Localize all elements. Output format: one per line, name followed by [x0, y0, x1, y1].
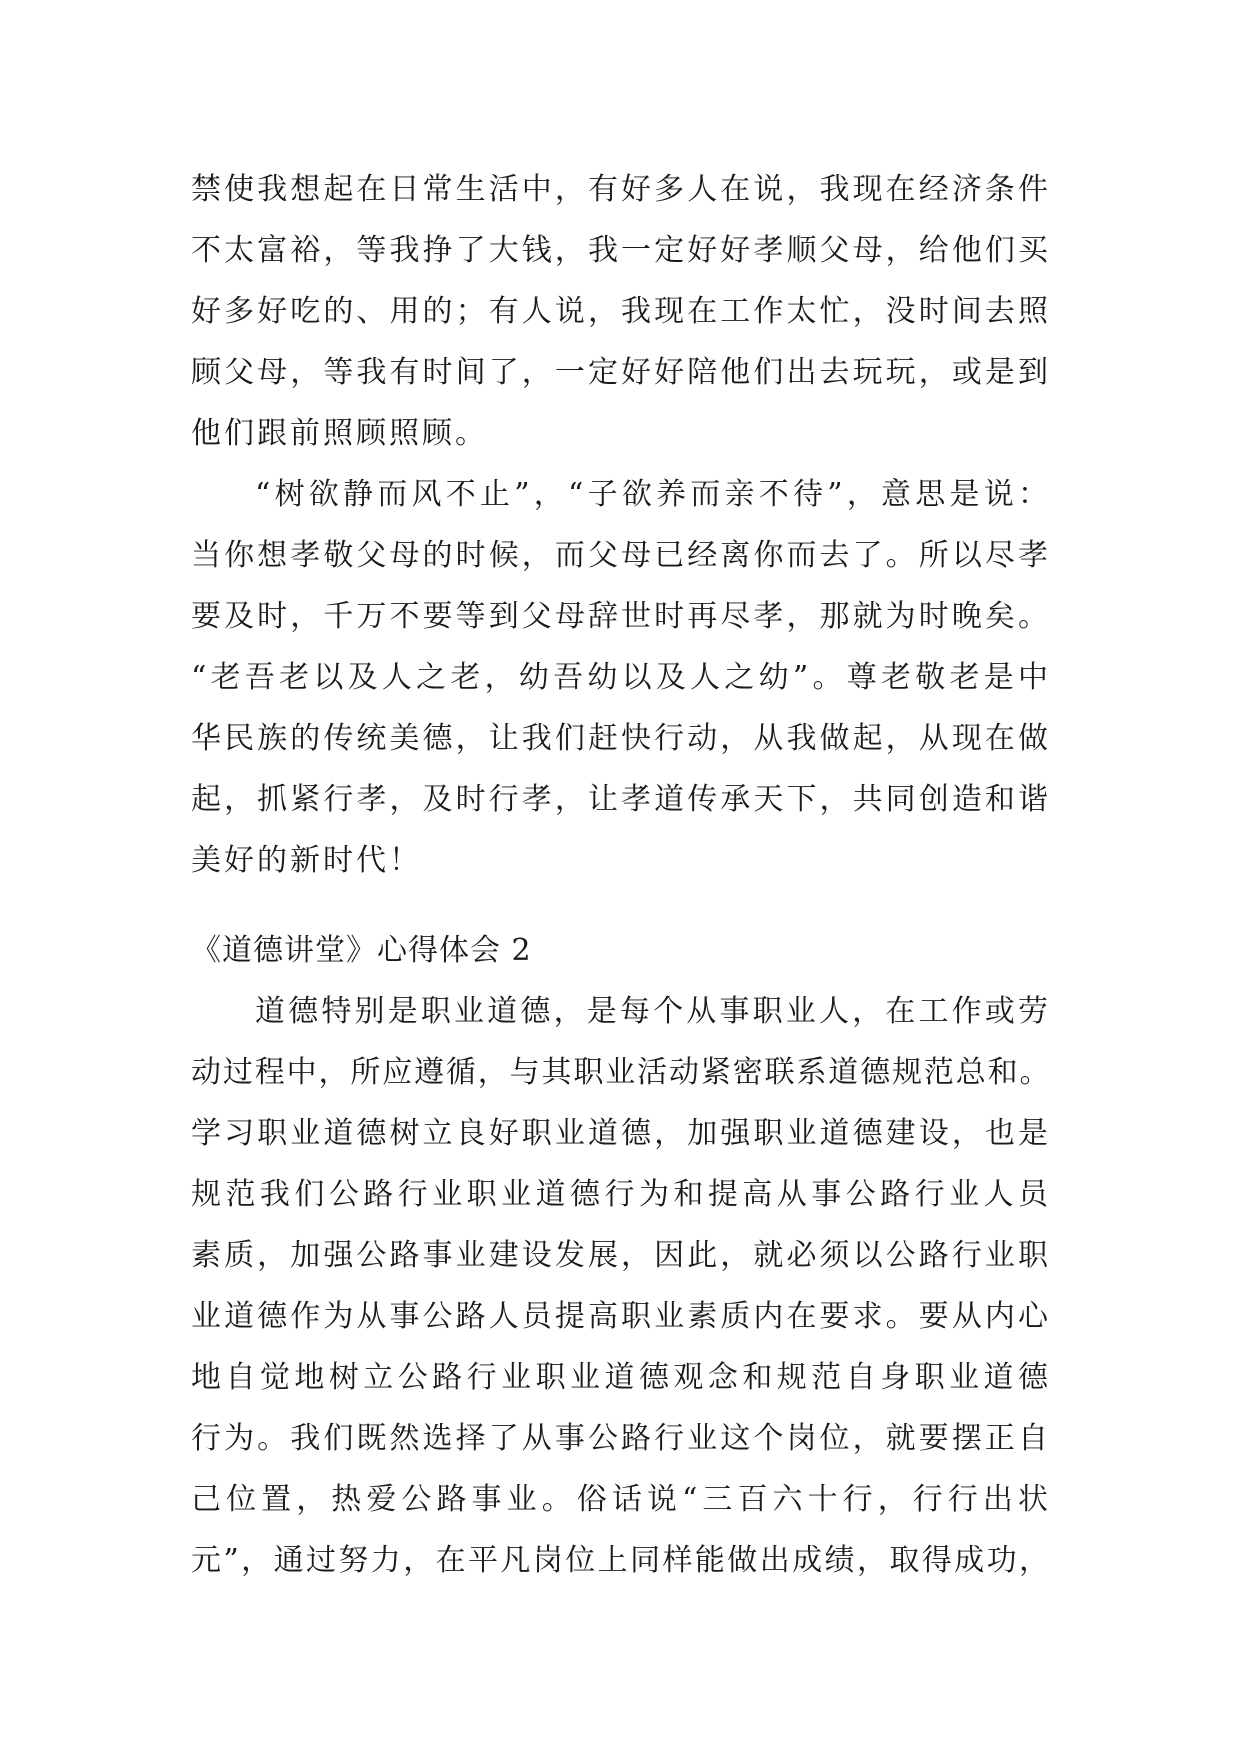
- paragraph-3: [191, 981, 1051, 1591]
- paragraph-line: 地自觉地树立公路行业职业道德观念和规范自身职业道德: [191, 1360, 1051, 1395]
- paragraph-line: 华民族的传统美德，让我们赶快行动，从我做起，从现在做: [191, 721, 1051, 756]
- paragraph-line: 己位置，热爱公路事业。俗话说“三百六十行，行行出状: [191, 1482, 1051, 1517]
- paragraph-line: 顾父母，等我有时间了，一定好好陪他们出去玩玩，或是到: [191, 355, 1051, 390]
- paragraph-line: 要及时，千万不要等到父母辞世时再尽孝，那就为时晚矣。: [191, 599, 1051, 634]
- paragraph-line: 元”，通过努力，在平凡岗位上同样能做出成绩，取得成功，: [191, 1543, 1051, 1578]
- paragraph-line: 学习职业道德树立良好职业道德，加强职业道德建设，也是: [191, 1116, 1051, 1151]
- paragraph-line: 好多好吃的、用的；有人说，我现在工作太忙，没时间去照: [191, 294, 1051, 329]
- paragraph-line: 他们跟前照顾照顾。: [191, 416, 488, 451]
- section-title: 《道德讲堂》心得体会 2: [191, 933, 532, 968]
- paragraph-line: 禁使我想起在日常生活中，有好多人在说，我现在经济条件: [191, 172, 1051, 207]
- paragraph-line: 业道德作为从事公路人员提高职业素质内在要求。要从内心: [191, 1299, 1051, 1334]
- paragraph-line: 不太富裕，等我挣了大钱，我一定好好孝顺父母，给他们买: [191, 233, 1051, 268]
- paragraph-line: 动过程中，所应遵循，与其职业活动紧密联系道德规范总和。: [191, 1055, 1051, 1090]
- paragraph-line: 起，抓紧行孝，及时行孝，让孝道传承天下，共同创造和谐: [191, 782, 1051, 817]
- paragraph-line: 行为。我们既然选择了从事公路行业这个岗位，就要摆正自: [191, 1421, 1051, 1456]
- paragraph-1: [191, 159, 1051, 464]
- paragraph-line: “树欲静而风不止”，“子欲养而亲不待”，意思是说：: [255, 477, 1051, 512]
- paragraph-line: 道德特别是职业道德，是每个从事职业人，在工作或劳: [255, 994, 1051, 1029]
- paragraph-line: 规范我们公路行业职业道德行为和提高从事公路行业人员: [191, 1177, 1051, 1212]
- paragraph-line: 美好的新时代！: [191, 843, 422, 878]
- section-heading-block: [191, 920, 1051, 981]
- paragraph-line: 当你想孝敬父母的时候，而父母已经离你而去了。所以尽孝: [191, 538, 1051, 573]
- paragraph-line: “老吾老以及人之老，幼吾幼以及人之幼”。尊老敬老是中: [191, 660, 1051, 695]
- paragraph-line: 素质，加强公路事业建设发展，因此，就必须以公路行业职: [191, 1238, 1051, 1273]
- paragraph-2: [191, 464, 1051, 891]
